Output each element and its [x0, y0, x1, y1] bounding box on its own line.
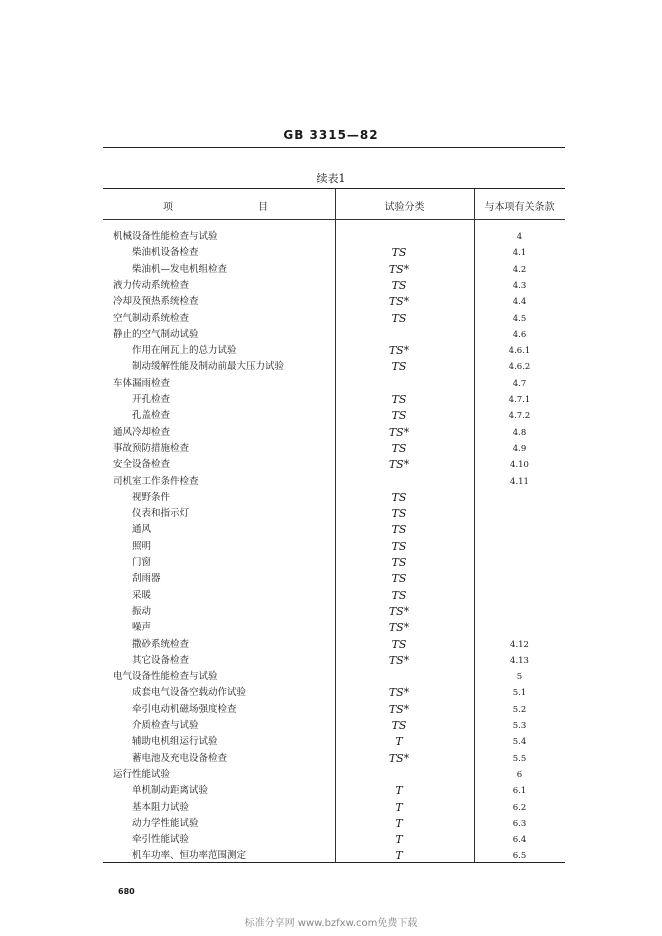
row-item: 其它设备检查 [132, 654, 190, 666]
row-category: TS [391, 507, 407, 521]
row-item: 孔盖检查 [132, 410, 171, 422]
table-row [103, 653, 565, 669]
row-item: 司机室工作条件检查 [113, 475, 199, 487]
table-row [103, 441, 565, 457]
row-item: 电气设备性能检查与试验 [113, 671, 218, 683]
table-row [103, 425, 565, 441]
table-row [103, 848, 565, 864]
row-item: 开孔检查 [132, 394, 171, 405]
table-row [103, 262, 565, 278]
table-row [103, 718, 565, 734]
top-rule [103, 147, 565, 148]
table-row [103, 278, 565, 294]
table-row [103, 751, 565, 767]
row-clause: 4.4 [512, 297, 527, 308]
row-item: 运行性能试验 [113, 768, 171, 780]
table-row [103, 392, 565, 408]
table-row [103, 832, 565, 848]
row-clause: 4.10 [510, 460, 529, 471]
row-category: T [395, 735, 403, 749]
document-code: GB 3315—82 [283, 128, 379, 142]
row-clause: 4.12 [510, 639, 529, 650]
row-clause: 4.2 [512, 264, 527, 275]
row-item: 牵引性能试验 [132, 834, 190, 846]
table-row [103, 294, 565, 310]
table-row [103, 408, 565, 424]
header-divider [103, 219, 565, 220]
table-row [103, 800, 565, 816]
row-category: TS* [388, 604, 410, 618]
row-category: T [395, 800, 403, 814]
row-category: TS [391, 719, 407, 732]
table-row [103, 490, 565, 506]
row-item: 基本阻力试验 [132, 801, 190, 813]
row-category: TS* [388, 686, 410, 700]
row-item: 振动 [132, 605, 152, 617]
row-category: TS [391, 246, 407, 260]
row-clause: 4.8 [512, 427, 527, 438]
row-item: 单机制动距离试验 [132, 785, 209, 797]
row-item: 作用在闸瓦上的总力试验 [132, 345, 237, 357]
row-clause: 5.1 [512, 688, 527, 699]
row-clause: 4.1 [512, 248, 527, 259]
row-item: 撒砂系统检查 [132, 638, 190, 650]
row-item: 制动缓解性能及制动前最大压力试验 [132, 361, 285, 373]
header-item-b: 目 [258, 202, 268, 213]
row-clause: 5.4 [512, 737, 527, 748]
row-item: 通风冷却检查 [113, 426, 171, 438]
row-item: 视野条件 [132, 491, 171, 503]
row-category: TS [391, 490, 407, 504]
row-category: TS [391, 539, 407, 553]
table-row [103, 229, 565, 245]
row-category: TS [391, 360, 407, 374]
table-row [103, 816, 565, 832]
row-category: T [395, 833, 403, 847]
row-item: 静止的空气制动试验 [113, 328, 199, 340]
row-category: TS* [388, 344, 410, 358]
row-item: 牵引电动机磁场强度检查 [132, 703, 237, 715]
row-item: 门窗 [132, 557, 152, 568]
row-item: 机车功率、恒功率范围测定 [132, 850, 247, 862]
row-clause: 6.2 [512, 802, 527, 813]
table-row [103, 555, 565, 571]
table-row [103, 245, 565, 261]
row-item: 液力传动系统检查 [113, 279, 190, 291]
row-clause: 4.7 [512, 378, 527, 389]
row-category: TS* [388, 751, 410, 765]
table-row [103, 637, 565, 653]
row-category: TS [391, 311, 407, 325]
header-clause: 与本项有关条款 [484, 202, 555, 213]
table-row [103, 457, 565, 473]
header-item-a: 项 [163, 202, 173, 213]
row-item: 蓄电池及充电设备检查 [132, 752, 228, 764]
watermark: 标准分享网 www.bzfxw.com免费下载 [244, 918, 418, 929]
row-clause: 5.3 [512, 721, 527, 731]
row-category: TS [391, 588, 407, 602]
header-category: 试验分类 [384, 202, 425, 213]
row-item: 辅助电机组运行试验 [132, 736, 218, 748]
row-clause: 4.6.2 [508, 362, 531, 373]
row-item: 空气制动系统检查 [113, 312, 190, 324]
row-category: TS [391, 572, 407, 586]
table-row [103, 571, 565, 587]
row-item: 通风 [132, 524, 152, 536]
row-item: 采暖 [132, 589, 152, 601]
row-clause: 4.11 [510, 476, 529, 487]
table-row [103, 734, 565, 750]
row-category: TS [391, 523, 407, 537]
table-row [103, 685, 565, 701]
row-item: 车体漏雨检查 [113, 377, 171, 389]
row-clause: 4.7.1 [508, 395, 531, 405]
row-clause: 4.9 [512, 443, 527, 454]
row-category: TS [391, 409, 407, 423]
table-row [103, 783, 565, 799]
table-row [103, 522, 565, 538]
row-item: 动力学性能试验 [132, 817, 199, 829]
table-row [103, 359, 565, 375]
test-items-table [103, 188, 565, 863]
table-row [103, 539, 565, 555]
row-category: TS [391, 441, 407, 455]
row-category: T [395, 784, 403, 798]
row-clause: 5.2 [512, 704, 527, 715]
row-category: TS [391, 393, 407, 406]
table-row [103, 376, 565, 392]
row-clause: 5 [516, 672, 523, 683]
row-item: 事故预防措施检查 [113, 442, 190, 454]
row-clause: 5.5 [512, 753, 527, 764]
row-category: T [395, 849, 403, 863]
row-item: 噪声 [132, 622, 152, 634]
row-clause: 4.6 [512, 329, 527, 340]
row-clause: 4.13 [510, 655, 529, 666]
row-clause: 4.3 [512, 280, 527, 291]
row-clause: 4.6.1 [508, 346, 531, 357]
row-clause: 6.3 [512, 818, 527, 829]
row-category: TS* [388, 262, 410, 276]
row-item: 仪表和指示灯 [132, 508, 190, 520]
table-row [103, 669, 565, 685]
table-caption: 续表1 [316, 172, 346, 185]
row-clause: 6.1 [512, 786, 527, 797]
row-item: 照明 [132, 540, 152, 552]
table-row [103, 620, 565, 636]
row-clause: 4.7.2 [508, 411, 531, 422]
table-row [103, 474, 565, 490]
row-clause: 4 [516, 232, 523, 242]
table-row [103, 604, 565, 620]
row-item: 刮雨器 [132, 573, 161, 585]
row-category: T [395, 816, 403, 830]
row-category: TS* [388, 702, 410, 716]
row-item: 柴油机设备检查 [132, 247, 199, 259]
row-category: TS [391, 637, 407, 651]
row-item: 介质检查与试验 [132, 720, 199, 731]
row-category: TS* [388, 295, 410, 309]
row-category: TS* [388, 425, 410, 439]
table-row [103, 702, 565, 718]
row-item: 柴油机—发电机组检查 [132, 263, 228, 275]
table-row [103, 327, 565, 343]
row-item: 机械设备性能检查与试验 [113, 231, 218, 242]
table-row [103, 506, 565, 522]
row-item: 冷却及预热系统检查 [113, 296, 199, 308]
table-row [103, 767, 565, 783]
row-clause: 6 [516, 769, 523, 780]
table-row [103, 311, 565, 327]
row-category: TS* [388, 458, 410, 472]
row-clause: 6.4 [512, 835, 527, 846]
page-number: 680 [118, 887, 135, 896]
row-category: TS [391, 556, 407, 569]
row-category: TS* [388, 621, 410, 635]
row-item: 成套电气设备空载动作试验 [132, 687, 247, 699]
row-clause: 4.5 [512, 313, 527, 324]
row-clause: 6.5 [512, 851, 527, 862]
row-item: 安全设备检查 [113, 459, 171, 471]
table-row [103, 588, 565, 604]
row-category: TS [391, 278, 407, 292]
table-row [103, 343, 565, 359]
row-category: TS* [388, 653, 410, 667]
